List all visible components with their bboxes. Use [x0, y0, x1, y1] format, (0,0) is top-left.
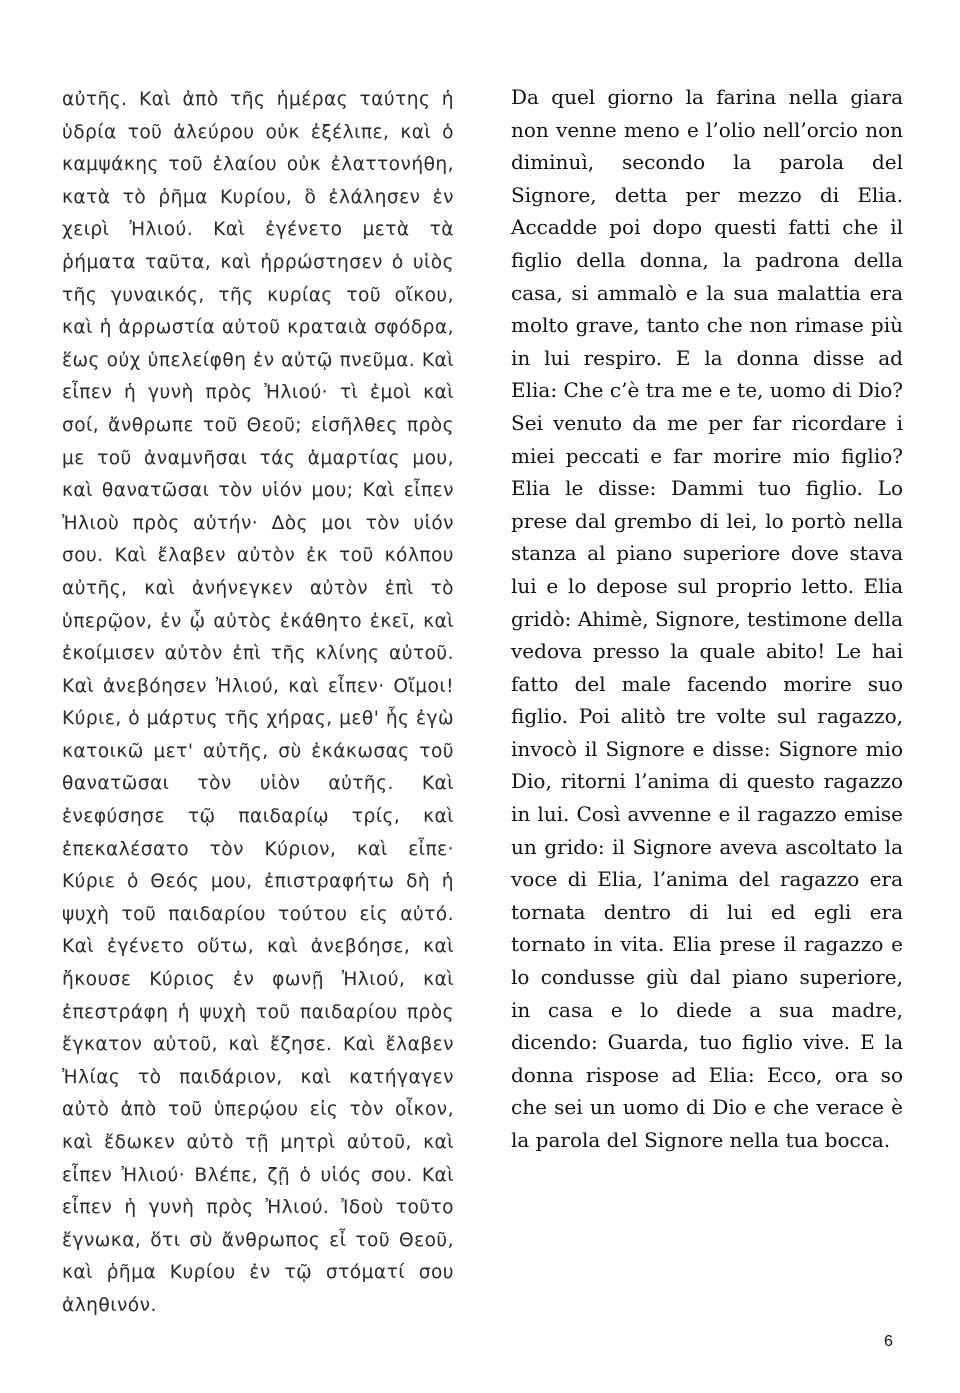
page-number: 6	[884, 1333, 893, 1350]
italian-paragraph: Da quel giorno la farina nella giara non venne meno e l’olio nell’orcio non diminuì, secondo la parola del Signore, detta per mezzo di Elia. Accadde poi dopo questi fatti che il figlio della donna, la padrona della casa, si ammalò e la sua malattia era molto grave, tanto che non rimase più in lui respiro. E la donna disse ad Elia: Che c’è tra me e te, uomo di Dio? Sei venuto da me per far ricordare i miei peccati e far morire mio figlio? Elia le disse: Dammi tuo figlio. Lo prese dal grembo di lei, lo portò nella stanza al piano superiore dove stava lui e lo depose sul proprio letto. Elia gridò: Ahimè, Signore, testimone della vedova presso la quale abito! Le hai fatto del male facendo morire suo figlio. Poi alitò tre volte sul ragazzo, invocò il Signore e disse: Signore mio Dio, ritorni l’anima di questo ragazzo in lui. Così avvenne e il ragazzo emise un grido: il Signore aveva ascoltato la voce di Elia, l’anima del ragazzo era tornata dentro di lui ed egli era tornato in vita. Elia prese il ragazzo e lo condusse giù dal piano superiore, in casa e lo diede a sua madre, dicendo: Guarda, tuo figlio vive. E la donna rispose ad Elia: Ecco, ora so che sei un uomo di Dio e che verace è la parola del Signore nella tua bocca.	[511, 85, 903, 1152]
italian-text-column	[511, 81, 903, 1157]
greek-paragraph: αὐτῆς. Καὶ ἀπὸ τῆς ἡμέρας ταύτης ἡ ὑδρία τοῦ ἀλεύρου οὐκ ἐξέλιπε, καὶ ὁ καμψάκης τοῦ ἐλαίου οὐκ ἐλαττονήθη, κατὰ τὸ ῥῆμα Κυρίου, ὃ ἐλάλησεν ἐν χειρὶ Ἠλιού. Καὶ ἐγένετο μετὰ τὰ ῥήματα ταῦτα, καὶ ἠρρώστησεν ὁ υἱὸς τῆς γυναικός, τῆς κυρίας τοῦ οἴκου, καὶ ἡ ἀρρωστία αὐτοῦ κραταιὰ σφόδρα, ἕως οὐχ ὑπελείφθη ἐν αὐτῷ πνεῦμα. Καὶ εἶπεν ἡ γυνὴ πρὸς Ἠλιού· τὶ ἐμοὶ καὶ σοί, ἄνθρωπε τοῦ Θεοῦ; εἰσῆλθες πρὸς με τοῦ ἀναμνῆσαι τάς ἁμαρτίας μου, καὶ θανατῶσαι τὸν υἱόν μου; Καὶ εἶπεν Ἠλιοὺ πρὸς αὐτήν· Δὸς μοι τὸν υἱόν σου. Καὶ ἔλαβεν αὐτὸν ἐκ τοῦ κόλπου αὐτῆς, καὶ ἀνήνεγκεν αὐτὸν ἐπὶ τὸ ὑπερῷον, ἐν ᾧ αὐτὸς ἐκάθητο ἐκεῖ, καὶ ἐκοίμισεν αὐτὸν ἐπὶ τῆς κλίνης αὐτοῦ. Καὶ ἀνεβόησεν Ἠλιού, καὶ εἶπεν· Οἴμοι! Κύριε, ὁ μάρτυς τῆς χήρας, μεθ' ἧς ἐγὼ κατοικῶ μετ' αὐτῆς, σὺ ἐκάκωσας τοῦ θανατῶσαι τὸν υἱὸν αὐτῆς. Καὶ ἐνεφύσησε τῷ παιδαρίῳ τρίς, καὶ ἐπεκαλέσατο τὸν Κύριον, καὶ εἶπε· Κύριε ὁ Θεός μου, ἐπιστραφήτω δὴ ἡ ψυχὴ τοῦ παιδαρίου τούτου εἰς αὐτό. Καὶ ἐγένετο οὕτω, καὶ ἀνεβόησε, καὶ ἤκουσε Κύριος ἐν φωνῇ Ἠλιού, καὶ ἐπεστράφη ἡ ψυχὴ τοῦ παιδαρίου πρὸς ἔγκατον αὐτοῦ, καὶ ἔζησε. Καὶ ἔλαβεν Ἠλίας τὸ παιδάριον, καὶ κατήγαγεν αὐτὸ ἀπὸ τοῦ ὑπερῴου εἰς τὸν οἶκον, καὶ ἔδωκεν αὐτὸ τῇ μητρὶ αὐτοῦ, καὶ εἶπεν Ἠλιού· Βλέπε, ζῇ ὁ υἱός σου. Καὶ εἶπεν ἡ γυνὴ πρὸς Ἠλιού. Ἰδοὺ τοῦτο ἔγνωκα, ὅτι σὺ ἄνθρωπος εἶ τοῦ Θεοῦ, καὶ ῥῆμα Κυρίου ἐν τῷ στόματί σου ἀληθινόν.	[62, 89, 454, 1316]
greek-text-column	[62, 84, 454, 1323]
